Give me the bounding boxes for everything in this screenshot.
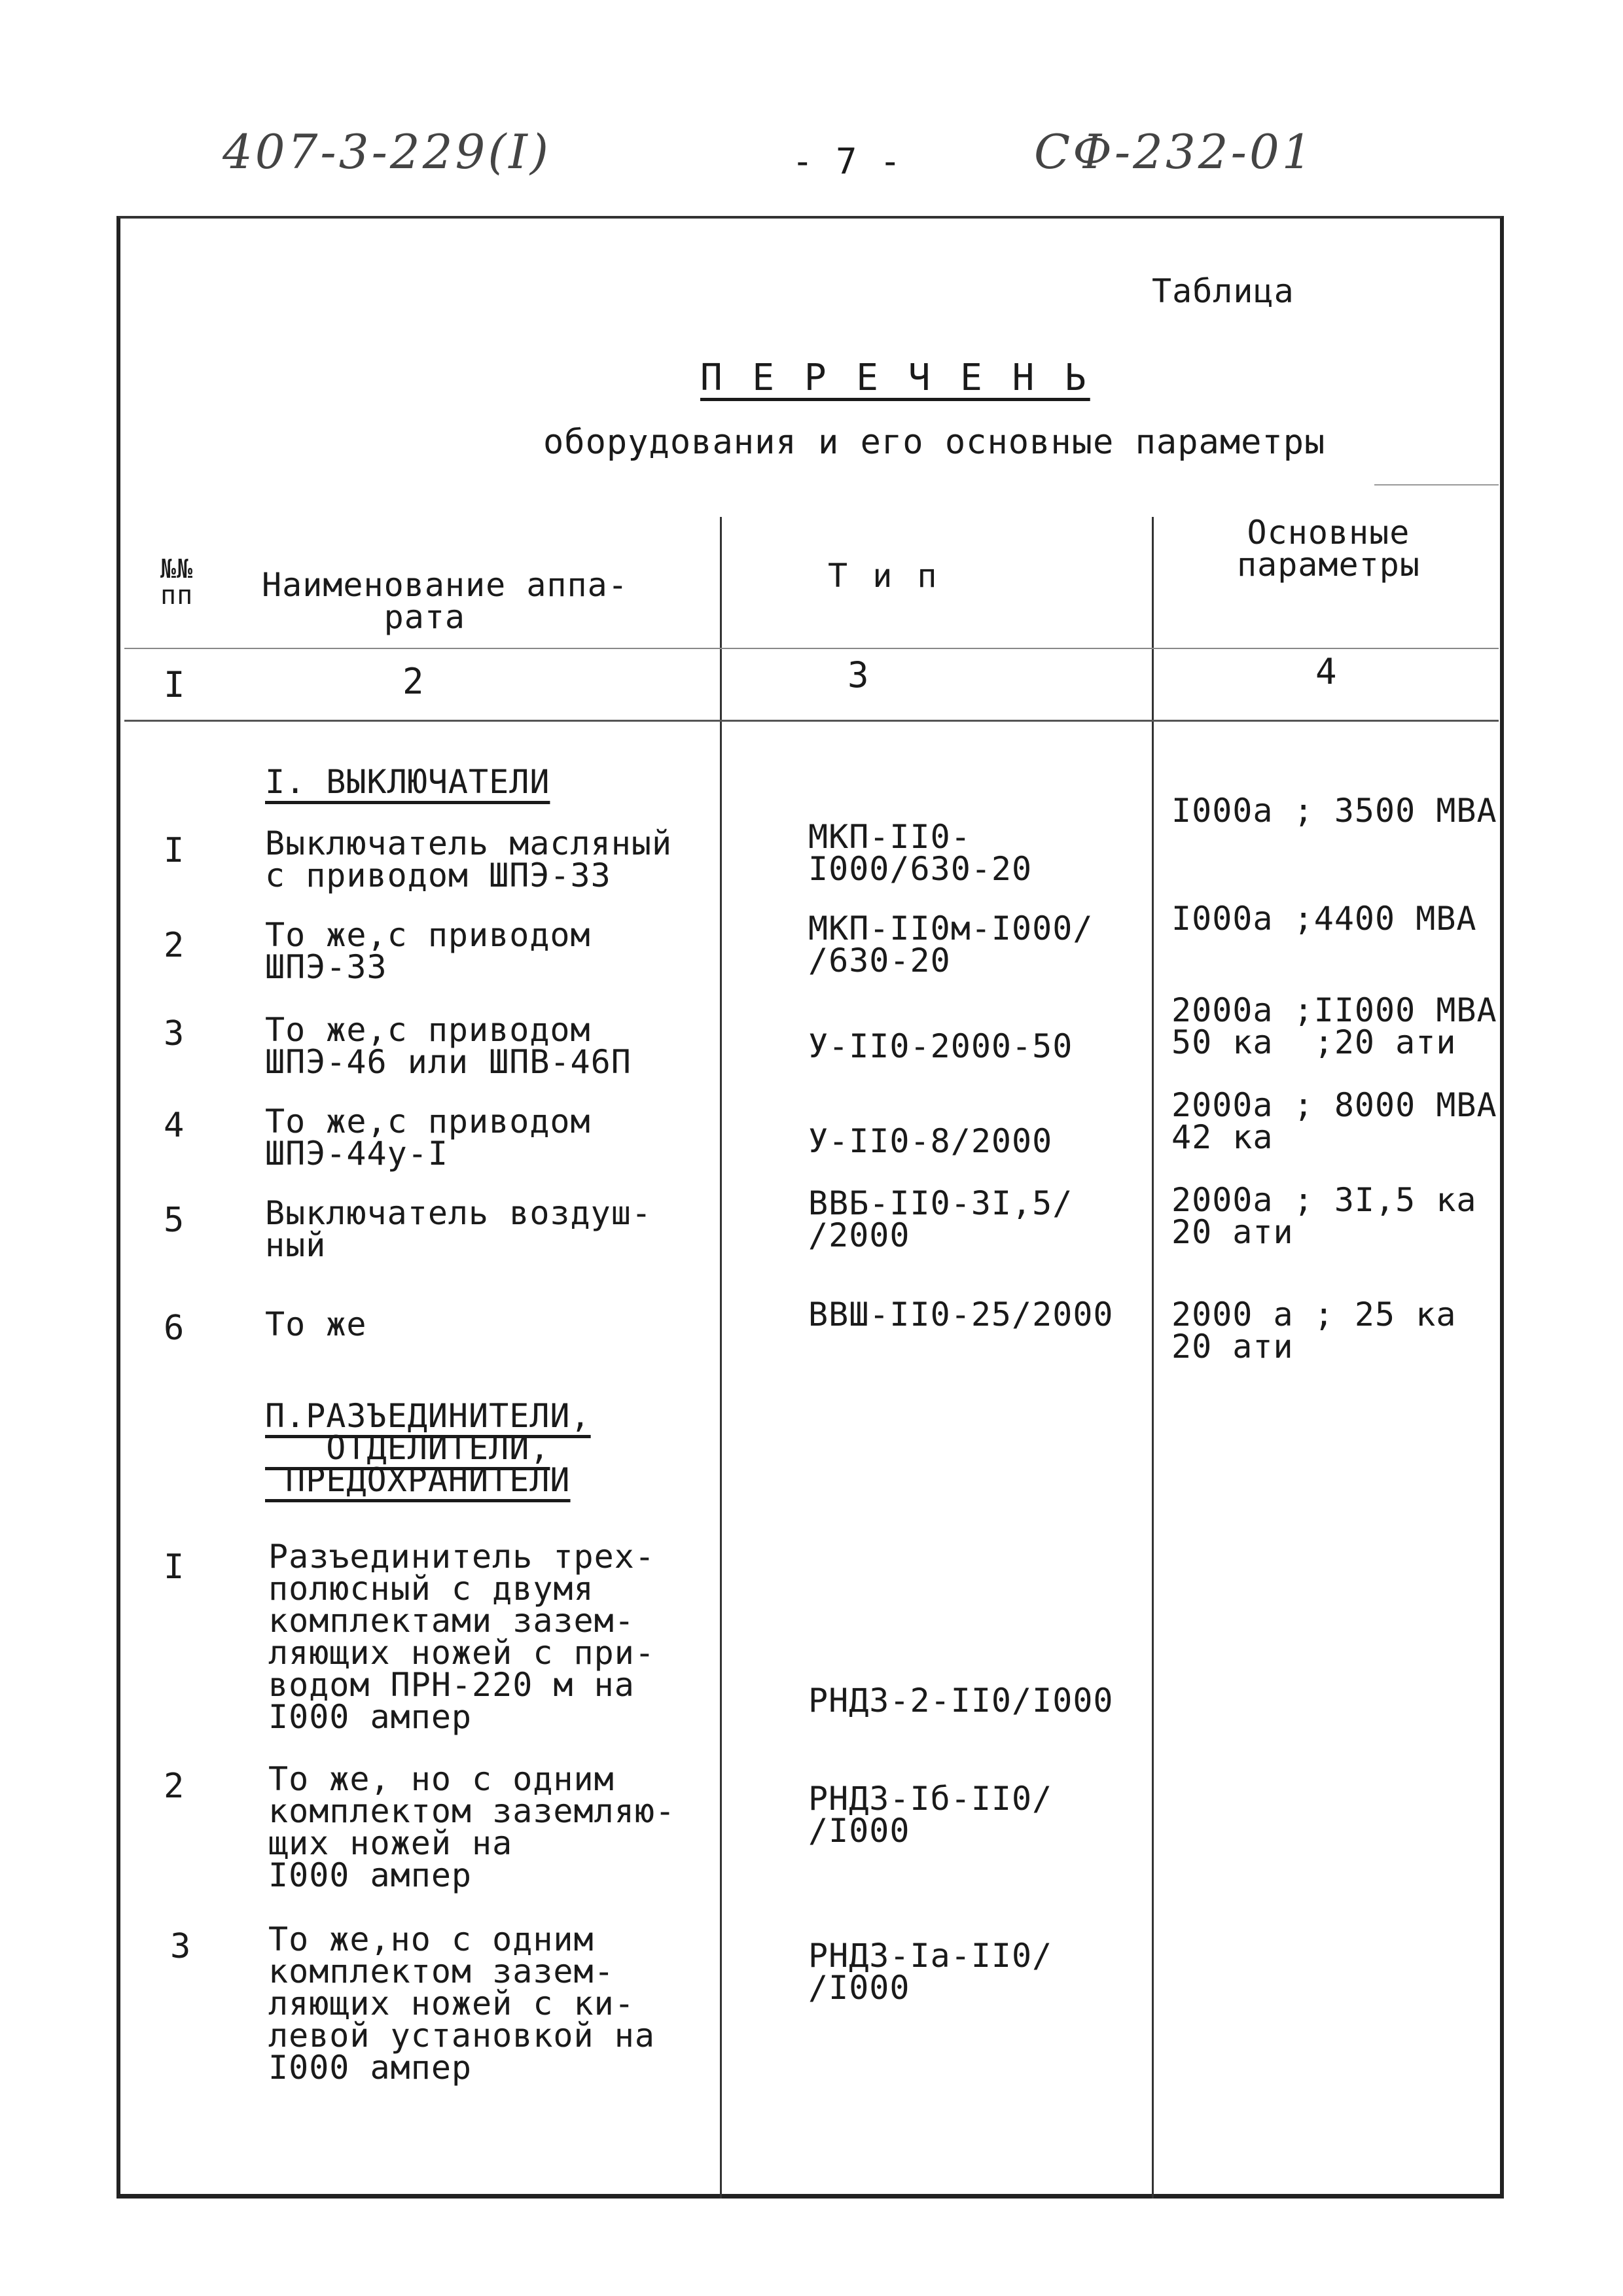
row-name: То же,с приводом ШПЭ-33: [265, 916, 591, 986]
section-title-disconnectors: П.РАЗЪЕДИНИТЕЛИ, ОТДЕЛИТЕЛИ, ПРЕДОХРАНИТЕЛИ: [265, 1397, 591, 1499]
column-divider-3: [1152, 517, 1154, 2199]
row-type: РНДЗ-Iа-II0/ /I000: [808, 1937, 1053, 2007]
column-number-rule: [124, 720, 1499, 722]
row-name: Выключатель масляный с приводом ШПЭ-33: [265, 824, 673, 894]
row-type: МКП-II0м-I000/ /630-20: [808, 910, 1094, 980]
row-name: То же,с приводом ШПЭ-44у-I: [265, 1103, 591, 1173]
row-type: У-II0-2000-50: [808, 1027, 1073, 1065]
row-name: То же: [265, 1305, 367, 1343]
row-type: РНДЗ-2-II0/I000: [808, 1682, 1114, 1720]
row-params: I000а ; 3500 МВА: [1171, 792, 1497, 830]
column-header-num: №№ пп: [160, 554, 194, 610]
column-number-3: 3: [847, 654, 870, 696]
column-number-2: 2: [402, 661, 425, 702]
row-params: 2000а ; 8000 МВА 42 ка: [1171, 1086, 1497, 1156]
section-title-switches: I. ВЫКЛЮЧАТЕЛИ: [265, 763, 550, 801]
row-name: То же,но с одним комплектом зазем- ляющих ножей с ки- левой установкой на I000 ампер: [268, 1920, 655, 2087]
row-number: 3: [164, 1014, 185, 1053]
page-number: - 7 -: [792, 141, 902, 182]
row-name: То же,с приводом ШПЭ-46 или ШПВ-46П: [265, 1011, 632, 1081]
row-type: МКП-II0- I000/630-20: [808, 818, 1033, 888]
column-divider-2: [720, 517, 722, 2199]
column-number-1: I: [164, 664, 186, 705]
row-name: То же, но с одним комплектом заземляю- щих ножей на I000 ампер: [268, 1760, 676, 1894]
row-name: Выключатель воздуш- ный: [265, 1194, 652, 1264]
row-number: 2: [164, 926, 185, 965]
row-number: 2: [164, 1767, 185, 1806]
row-params: 2000а ;II000 МВА 50 ка ;20 ати: [1171, 991, 1497, 1061]
column-number-4: 4: [1315, 651, 1338, 692]
row-number: 4: [164, 1106, 185, 1145]
table-label: Таблица: [1152, 272, 1294, 310]
row-number: I: [164, 1547, 185, 1587]
row-number: 3: [170, 1927, 191, 1966]
column-header-name: Наименование аппа- рата: [262, 566, 628, 636]
row-params: 2000 а ; 25 ка 20 ати: [1171, 1296, 1457, 1366]
row-number: 5: [164, 1201, 185, 1240]
row-params: I000а ;4400 МВА: [1171, 900, 1477, 938]
row-type: ВВШ-II0-25/2000: [808, 1296, 1114, 1333]
sheet-code: СФ-232-01: [1034, 124, 1315, 179]
row-type: РНДЗ-Iб-II0/ /I000: [808, 1780, 1053, 1850]
top-rule-right: [1374, 484, 1499, 486]
row-params: 2000а ; 3I,5 ка 20 ати: [1171, 1181, 1477, 1251]
document-code: 407-3-229(I): [223, 124, 551, 179]
row-number: I: [164, 831, 185, 870]
document-title: П Е Р Е Ч Е Н Ь: [700, 357, 1090, 399]
row-name: Разъединитель трех- полюсный с двумя комплектами зазем- ляющих ножей с при- водом ПРН-220 м на I000 ампер: [268, 1538, 655, 1736]
document-subtitle: оборудования и его основные параметры: [543, 423, 1326, 462]
column-header-params: Основные параметры: [1237, 514, 1420, 584]
row-number: 6: [164, 1309, 185, 1348]
row-type: У-II0-8/2000: [808, 1122, 1053, 1160]
row-type: ВВБ-II0-3I,5/ /2000: [808, 1184, 1073, 1254]
header-rule: [124, 648, 1499, 649]
column-header-type: Т и п: [828, 557, 940, 595]
